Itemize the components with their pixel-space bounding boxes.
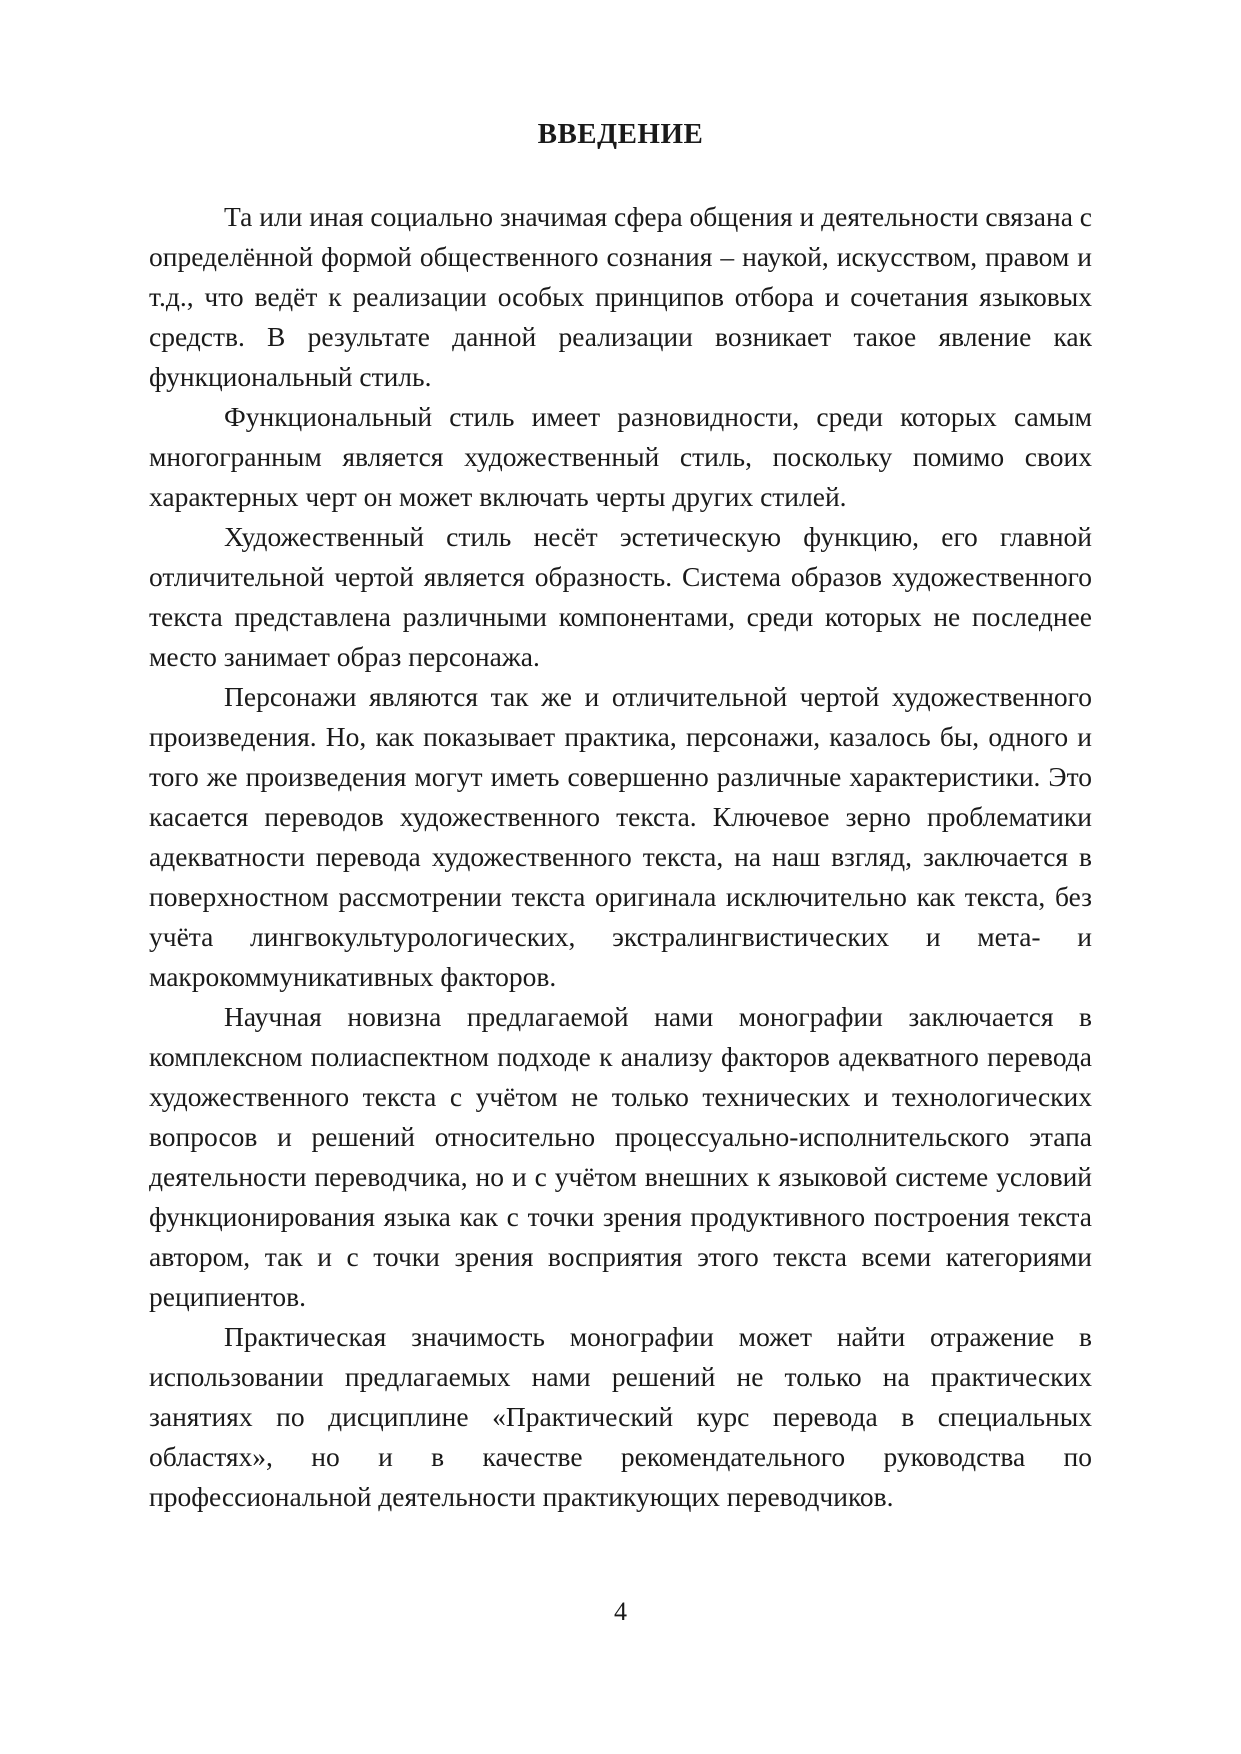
paragraph-3: Художественный стиль несёт эстетическую функцию, его главной отличительной чертой является образность. Система образов художественного текста представлена различными компонентами, среди которых не последнее место занимает образ персонажа. [149,521,1092,672]
paragraph-2: Функциональный стиль имеет разновидности, среди которых самым многогранным является художественный стиль, поскольку помимо своих характерных черт он может включать черты других стилей. [149,401,1092,512]
paragraph-1: Та или иная социально значимая сфера общения и деятельности связана с определённой формой общественного сознания – наукой, искусством, правом и т.д., что ведёт к реализации особых принципов отбора и сочетания языковых средств. В результате данной реализации возникает такое явление как функциональный стиль. [149,201,1092,392]
paragraph-4: Персонажи являются так же и отличительной чертой художественного произведения. Но, как показывает практика, персонажи, казалось бы, одного и того же произведения могут иметь совершенно различные характеристики. Это касается переводов художественного текста. Ключевое зерно проблематики адекватности перевода художественного текста, на наш взгляд, заключается в поверхностном рассмотрении текста оригинала исключительно как текста, без учёта лингвокультурологических, экстралингвистических и мета- и макрокоммуникативных факторов. [149,681,1092,992]
page-number: 4 [614,1597,627,1626]
paragraph-5: Научная новизна предлагаемой нами монографии заключается в комплексном полиаспектном подходе к анализу факторов адекватного перевода художественного текста с учётом не только технических и технологических вопросов и решений относительно процессуально-исполнительского этапа деятельности переводчика, но и с учётом внешних к языковой системе условий функционирования языка как с точки зрения продуктивного построения текста автором, так и с точки зрения восприятия этого текста всеми категориями реципиентов. [149,1001,1092,1312]
body-text [149,197,1092,1517]
paragraph-6: Практическая значимость монографии может найти отражение в использовании предлагаемых нами решений не только на практических занятиях по дисциплине «Практический курс перевода в специальных областях», но и в качестве рекомендательного руководства по профессиональной деятельности практикующих переводчиков. [149,1321,1092,1512]
page-title: ВВЕДЕНИЕ [537,118,704,150]
